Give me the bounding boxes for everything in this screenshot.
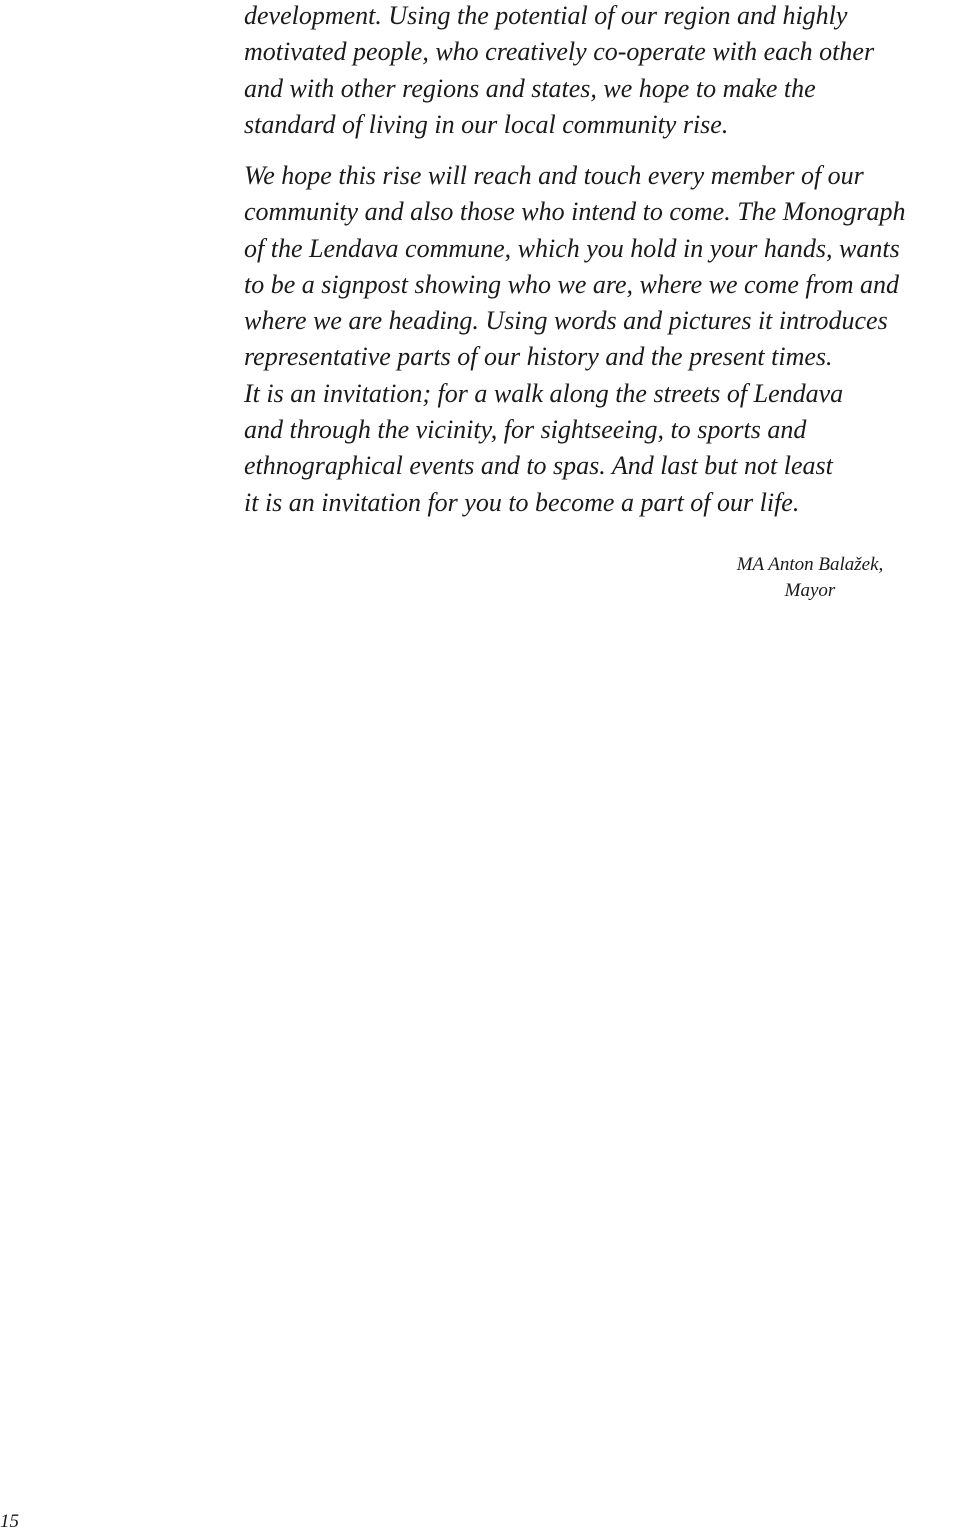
- signature-title: Mayor: [784, 580, 836, 601]
- text-line: We hope this rise will reach and touch every member of our: [244, 161, 864, 190]
- text-line: ethnographical events and to spas. And last but not least: [244, 451, 833, 481]
- text-line: representative parts of our history and the present times.: [244, 342, 833, 372]
- text-line: it is an invitation for you to become a part of our life.: [244, 487, 800, 517]
- text-line: to be a signpost showing who we are, where we come from and: [244, 269, 900, 299]
- page-number: 15: [0, 1511, 19, 1532]
- signature-block: [700, 552, 920, 604]
- text-line: and through the vicinity, for sightseeing, to sports and: [244, 415, 807, 445]
- text-line: motivated people, who creatively co-operate with each other: [244, 37, 875, 67]
- text-line: of the Lendava commune, which you hold in your hands, wants: [244, 233, 900, 263]
- signature-name: MA Anton Balažek,: [736, 554, 884, 575]
- text-line: community and also those who intend to come. The Monograph: [244, 197, 906, 227]
- text-line: and with other regions and states, we hope to make the: [244, 73, 816, 103]
- text-line: standard of living in our local community rise.: [244, 109, 729, 139]
- paragraph: [244, 0, 960, 143]
- text-line: It is an invitation; for a walk along the streets of Lendava: [244, 378, 844, 408]
- text-line: where we are heading. Using words and pictures it introduces: [244, 306, 888, 336]
- text-line: development. Using the potential of our region and highly: [244, 1, 848, 30]
- paragraph: [244, 158, 960, 521]
